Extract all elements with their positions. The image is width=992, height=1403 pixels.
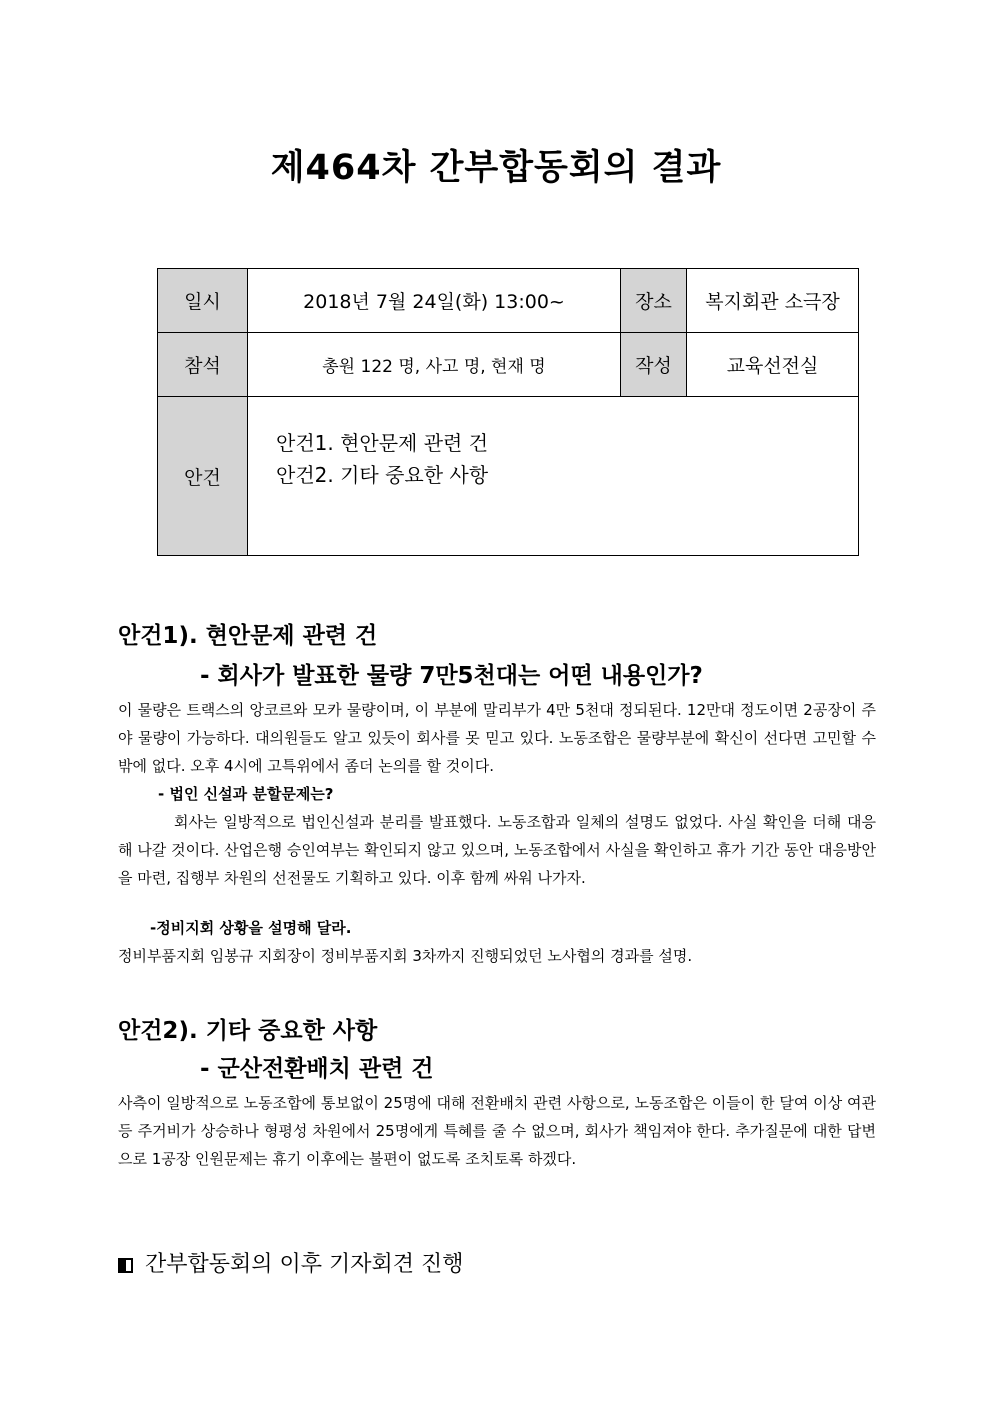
- section-1-paragraph-2: 회사는 일방적으로 법인신설과 분리를 발표했다. 노동조합과 일체의 설명도 없었다. 사실 확인을 더해 대응해 나갈 것이다. 산업은행 승인여부는 확인되지 않고 있으며, 노동조합에서 사실을 확인하고 휴가 기간 동안 대응방안을 마련, 집행부 차원의 선전물도 기획하고 있다. 이후 함께 싸워 나가자.: [118, 813, 876, 887]
- section-1-heading: 안건1). 현안문제 관련 건: [118, 623, 378, 649]
- place-label: 장소: [621, 269, 687, 333]
- agenda-item: 안건2. 기타 중요한 사항: [276, 463, 489, 487]
- section-2-paragraph-1: 사측이 일방적으로 노동조합에 통보없이 25명에 대해 전환배치 관련 사항으로, 노동조합은 이들이 한 달여 이상 여관 등 주거비가 상승하나 형평성 차원에서 25명에게 특혜를 줄 수 없으며, 회사가 책임져야 한다. 추가질문에 대한 답변으로 1공장 인원문제는 휴기 이후에는 불편이 없도록 조치토록 하겠다.: [118, 1094, 876, 1168]
- attendance-value: 총원 122 명, 사고 명, 현재 명: [248, 333, 621, 397]
- half-filled-square-icon: [118, 1258, 133, 1273]
- section-2: [118, 1015, 876, 1173]
- date-label: 일시: [158, 269, 248, 333]
- section-1-subheading: - 회사가 발표한 물량 7만5천대는 어떤 내용인가?: [200, 663, 703, 689]
- section-2-heading: 안건2). 기타 중요한 사항: [118, 1018, 378, 1044]
- writer-label: 작성: [621, 333, 687, 397]
- attendance-label: 참석: [158, 333, 248, 397]
- agenda-label: 안건: [158, 397, 248, 556]
- agenda-cell: [248, 397, 859, 556]
- agenda-item: 안건1. 현안문제 관련 건: [276, 431, 489, 455]
- section-1-subquestion-3: -정비지회 상황을 설명해 달라.: [150, 919, 352, 937]
- section-2-subheading: - 군산전환배치 관련 건: [200, 1056, 434, 1082]
- footer-note: [118, 1250, 876, 1280]
- document-title: 제464차 간부합동회의 결과: [270, 148, 722, 188]
- section-1-paragraph-1: 이 물량은 트랙스의 앙코르와 모카 물량이며, 이 부분에 말리부가 4만 5천대 정되된다. 12만대 정도이면 2공장이 주야 물량이 가능하다. 대의원들도 알고 있듯이 회사를 못 믿고 있다. 노동조합은 물량부분에 확신이 선다면 고민할 수밖에 없다. 오후 4시에 고특위에서 좀더 논의를 할 것이다.: [118, 701, 876, 775]
- meeting-info-table: [157, 268, 859, 556]
- writer-value: 교육선전실: [687, 333, 859, 397]
- section-1: [118, 620, 876, 970]
- section-1-subquestion-2: - 법인 신설과 분할문제는?: [158, 785, 334, 803]
- footer-note-text: 간부합동회의 이후 기자회견 진행: [145, 1252, 464, 1277]
- section-1-paragraph-3: 정비부품지회 임봉규 지회장이 정비부품지회 3차까지 진행되었던 노사협의 경과를 설명.: [118, 947, 693, 965]
- place-value: 복지회관 소극장: [687, 269, 859, 333]
- date-value: 2018년 7월 24일(화) 13:00~: [248, 269, 621, 333]
